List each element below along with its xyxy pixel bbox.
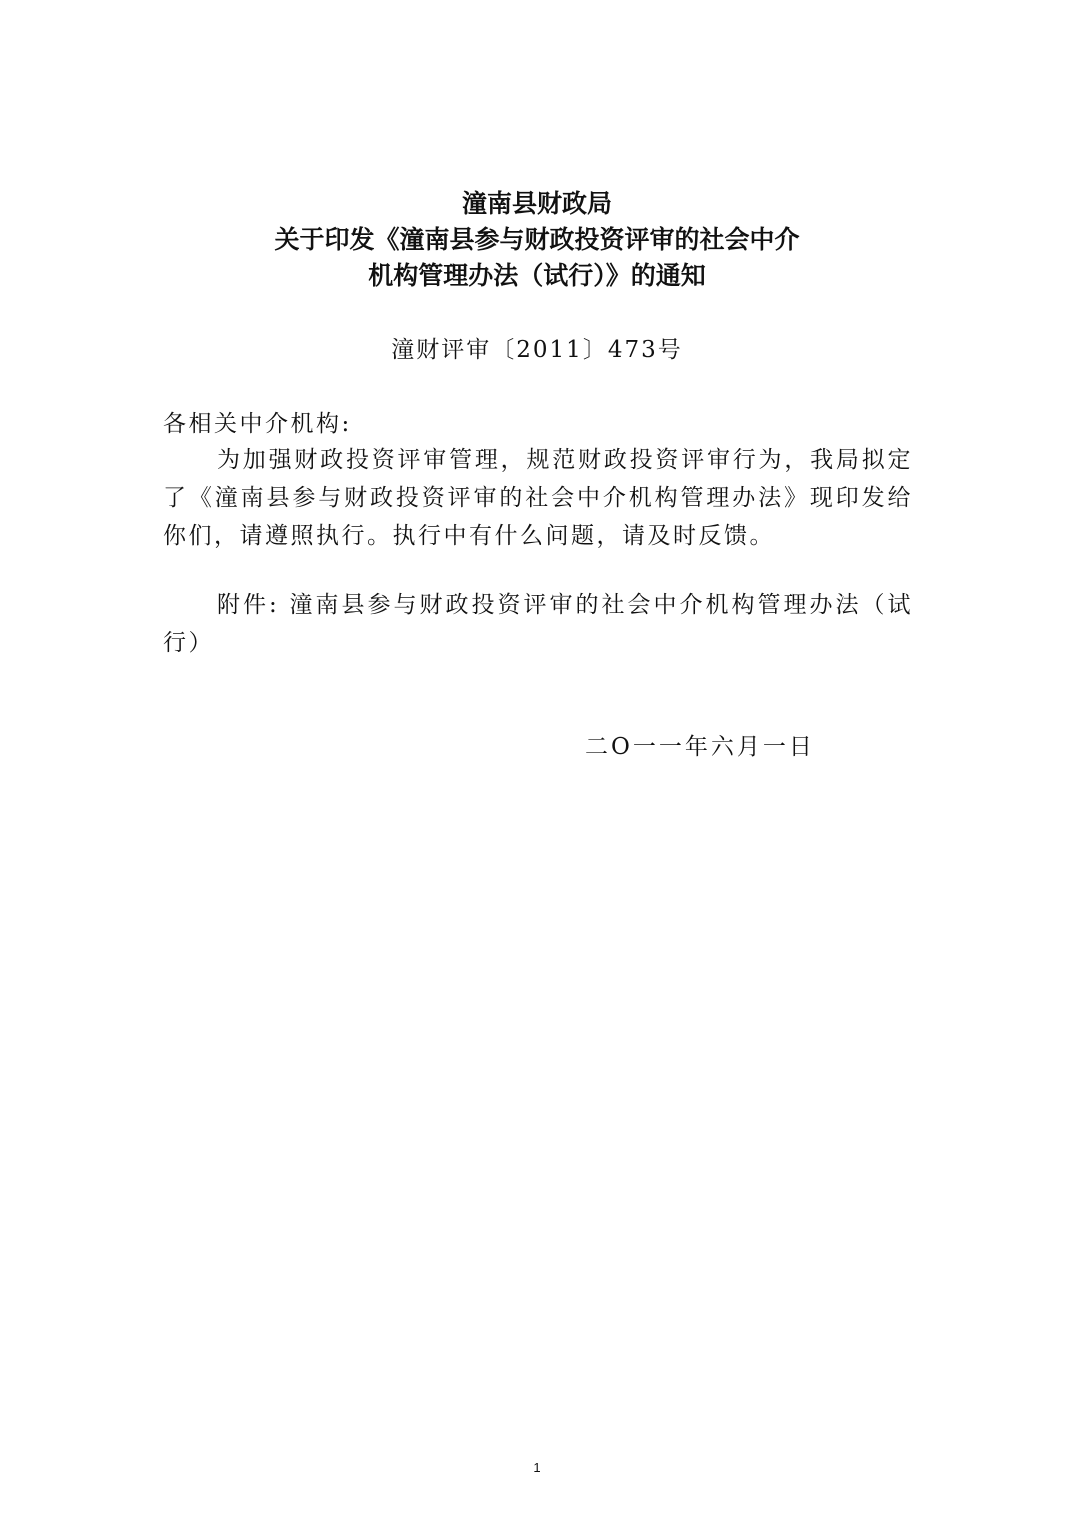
salutation: 各相关中介机构:: [163, 411, 352, 437]
document-number: 潼财评审〔2011〕473号: [391, 337, 683, 363]
document-title: [0, 186, 1074, 294]
attachment-note: 附件: 潼南县参与财政投资评审的社会中介机构管理办法（试行）: [163, 592, 913, 656]
title-line-subject-2: 机构管理办法（试行）》的通知: [368, 261, 706, 290]
title-line-issuer: 潼南县财政局: [461, 189, 612, 218]
title-line-subject-1: 关于印发《潼南县参与财政投资评审的社会中介: [274, 225, 800, 254]
issue-date: 二O一一年六月一日: [585, 734, 815, 760]
body-paragraph: 为加强财政投资评审管理，规范财政投资评审行为，我局拟定了《潼南县参与财政投资评审的社会中介机构管理办法》现印发给你们，请遵照执行。执行中有什么问题，请及时反馈。: [163, 447, 913, 549]
page-number: 1: [533, 1460, 541, 1475]
